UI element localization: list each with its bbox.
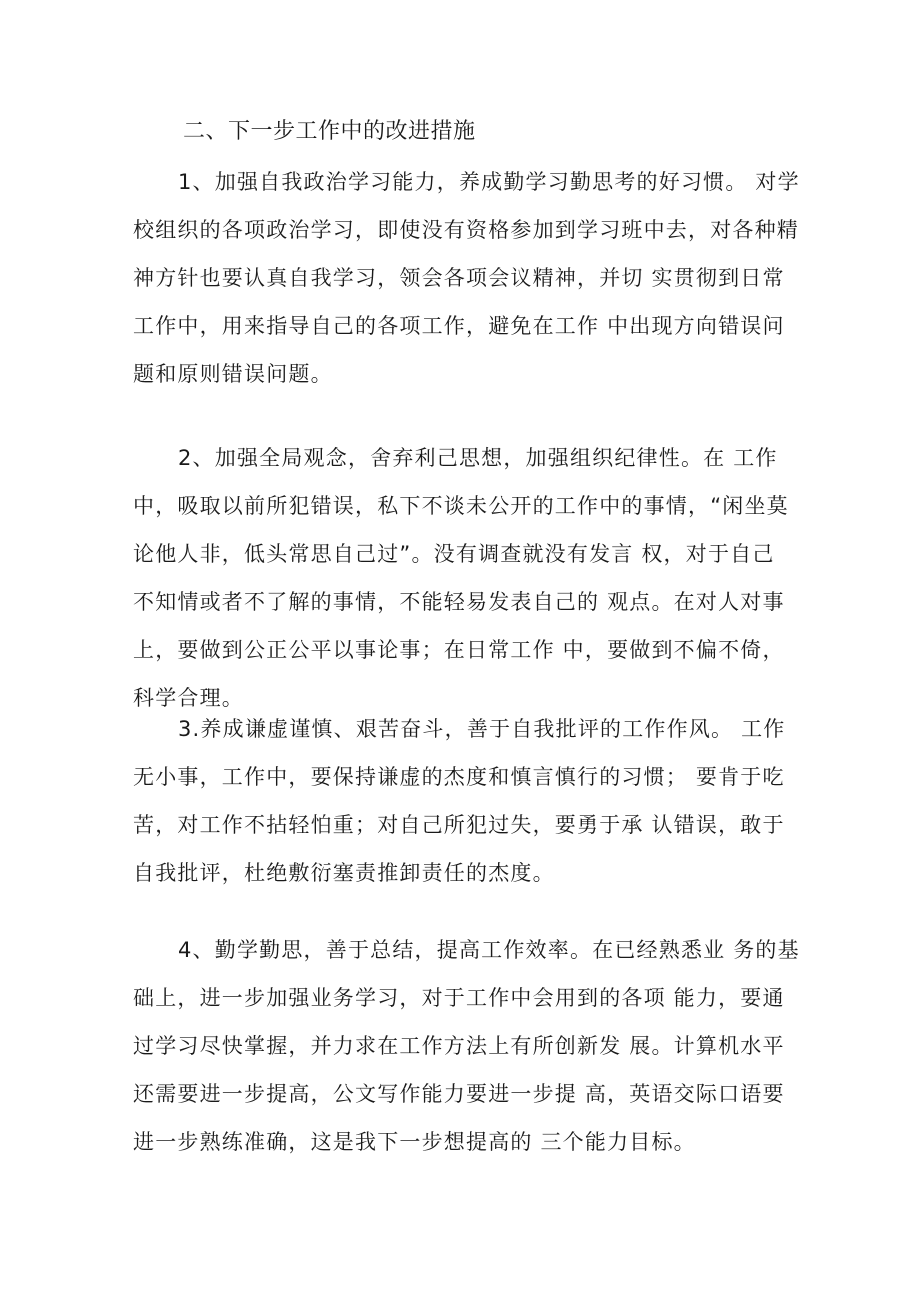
paragraph-line: 还需要进一步提高，公文写作能力要进一步提 高，英语交际口语要	[133, 1082, 785, 1106]
paragraph-line: 工作中，用来指导自己的各项工作，避免在工作 中出现方向错误问	[133, 314, 785, 338]
paragraph-line: 校组织的各项政治学习，即使没有资格参加到学习班中去，对各种精	[133, 218, 799, 242]
paragraph-line: 科学合理。	[133, 686, 244, 710]
section-heading: 二、下一步工作中的改进措施	[183, 119, 476, 144]
paragraph-line: 础上，进一步加强业务学习，对于工作中会用到的各项 能力，要通	[133, 986, 785, 1010]
paragraph-line: 苦，对工作不拈轻怕重；对自己所犯过失，要勇于承 认错误，敢于	[133, 813, 785, 837]
paragraph-line: 2、加强全局观念，舍弃利己思想，加强组织纪律性。在 工作	[178, 446, 778, 470]
paragraph-line: 上，要做到公正公平以事论事；在日常工作 中，要做到不偏不倚，	[133, 638, 785, 662]
paragraph-1	[133, 158, 800, 398]
paragraph-line: 中，吸取以前所犯错误，私下不谈未公开的工作中的事情，“闲坐莫	[133, 494, 789, 518]
paragraph-3	[133, 705, 793, 897]
paragraph-line: 无小事，工作中，要保持谦虚的杰度和慎言慎行的习惯； 要肯于吃	[133, 765, 785, 789]
paragraph-line: 题和原则错误问题。	[133, 362, 333, 386]
paragraph-line: 过学习尽快掌握，并力求在工作方法上有所创新发 展。计算机水平	[133, 1034, 785, 1058]
paragraph-line: 4、勤学勤思，善于总结，提高工作效率。在已经熟悉业 务的基	[178, 938, 800, 962]
paragraph-line: 论他人非，低头常思自己过”。没有调查就没有发言 权，对于自己	[133, 542, 775, 566]
paragraph-line: 神方针也要认真自我学习，领会各项会议精神，并切 实贯彻到日常	[133, 266, 785, 290]
paragraph-line: 进一步熟练准确，这是我下一步想提高的 三个能力目标。	[133, 1130, 696, 1154]
paragraph-line: 1、加强自我政治学习能力，养成勤学习勤思考的好习惯。 对学	[178, 170, 800, 194]
paragraph-4	[133, 926, 800, 1166]
paragraph-2	[133, 434, 793, 722]
paragraph-line: 自我批评，杜绝敷衍塞责推卸责任的杰度。	[133, 861, 555, 885]
paragraph-line: 3.养成谦虚谨慎、艰苦奋斗，善于自我批评的工作作风。 工作	[178, 717, 786, 741]
paragraph-line: 不知情或者不了解的事情，不能轻易发表自己的 观点。在对人对事	[133, 590, 785, 614]
